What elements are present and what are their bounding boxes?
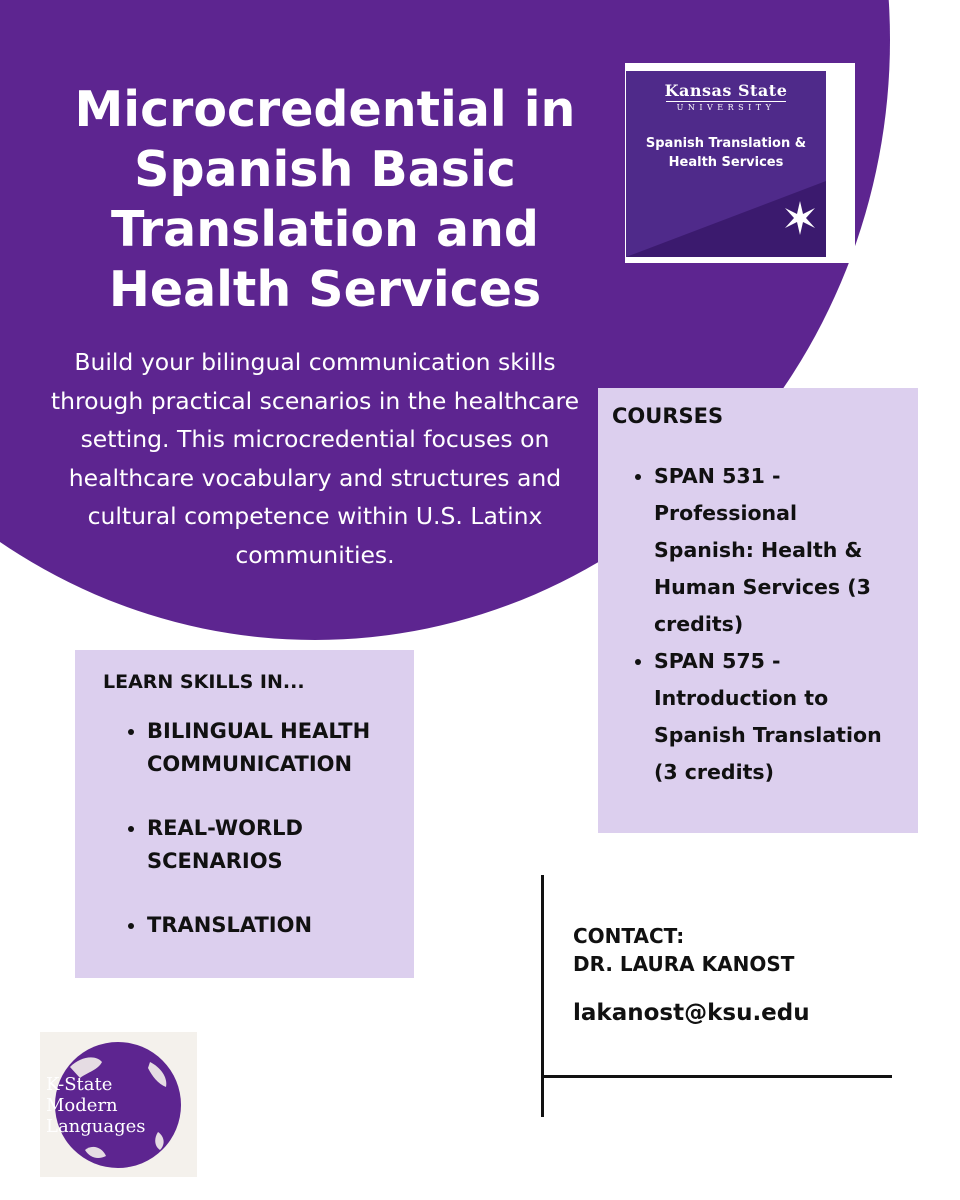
page-title: Microcredential in Spanish Basic Translation and Health Services xyxy=(74,81,576,318)
courses-list xyxy=(612,458,904,791)
logo-line: Languages xyxy=(46,1116,146,1137)
skill-item: • BILINGUAL HEALTH COMMUNICATION xyxy=(147,715,404,781)
badge-program-name: Spanish Translation & Health Services xyxy=(645,136,807,170)
contact-divider-vertical xyxy=(541,875,544,1117)
badge-university-name: Kansas State xyxy=(664,81,788,100)
logo-line: K-State xyxy=(46,1074,113,1095)
intro-paragraph: Build your bilingual communication skills through practical scenarios in the healthcare setting. This microcredential focuses on healthcare vocabulary and structures and cultural competence within U.S. Latinx communities. xyxy=(50,348,580,569)
logo-text xyxy=(46,1074,186,1137)
skills-list xyxy=(103,715,404,942)
skills-heading: LEARN SKILLS IN... xyxy=(103,671,305,693)
modern-languages-logo xyxy=(40,1032,197,1177)
course-item: • SPAN 575 - Introduction to Spanish Translation (3 credits) xyxy=(654,643,904,791)
contact-block xyxy=(573,922,794,978)
skills-box xyxy=(75,650,414,978)
logo-line: Modern xyxy=(46,1095,118,1116)
contact-name: DR. LAURA KANOST xyxy=(573,952,795,976)
course-item: • SPAN 531 - Professional Spanish: Health & Human Services (3 credits) xyxy=(654,458,904,643)
badge-divider xyxy=(666,101,786,102)
ksu-badge xyxy=(626,71,826,257)
courses-box xyxy=(598,388,918,833)
courses-heading: COURSES xyxy=(612,404,724,428)
badge-university-sub: UNIVERSITY xyxy=(676,103,776,112)
contact-divider-horizontal xyxy=(541,1075,892,1078)
skill-item: • TRANSLATION xyxy=(147,909,404,942)
contact-email[interactable]: lakanost@ksu.edu xyxy=(573,1000,810,1026)
contact-label: CONTACT: xyxy=(573,924,685,948)
skill-item: • REAL-WORLD SCENARIOS xyxy=(147,812,404,878)
